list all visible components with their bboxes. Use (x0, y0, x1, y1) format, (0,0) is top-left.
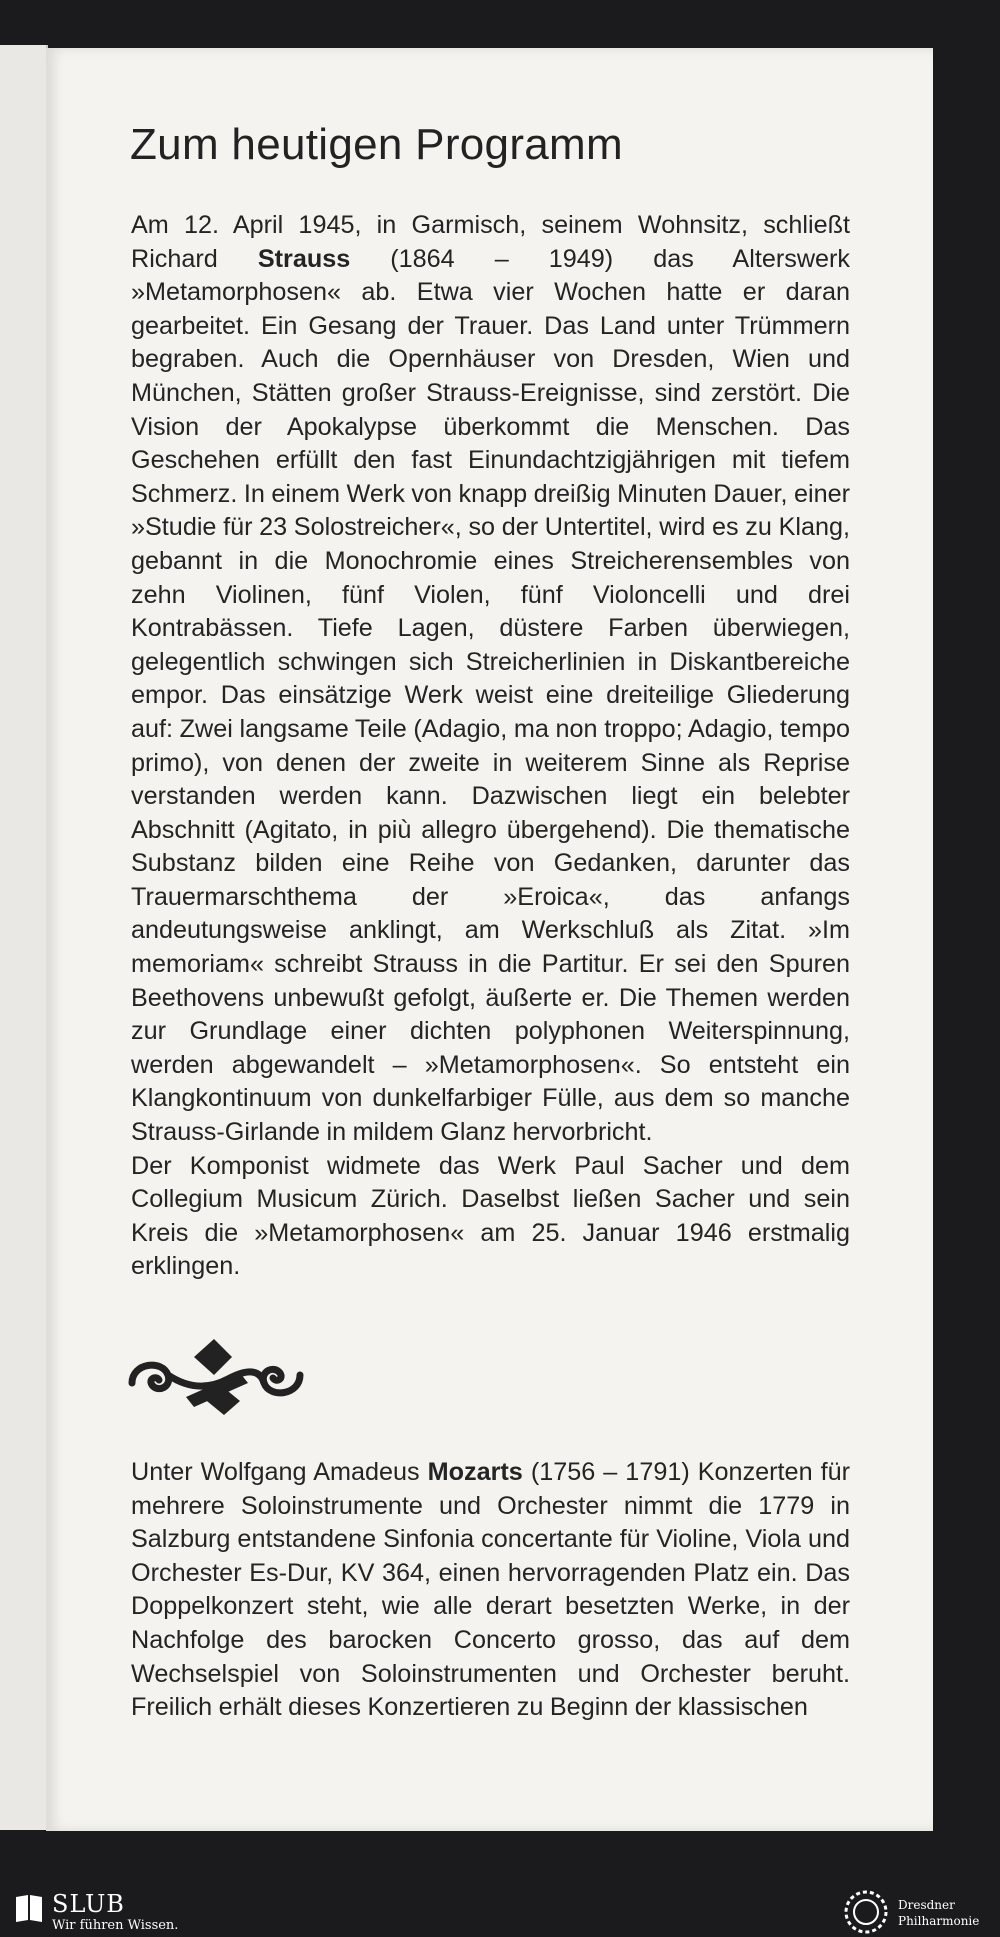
philharmonie-logo-icon (841, 1889, 891, 1935)
paragraph-dedication: Der Komponist widmete das Werk Paul Sacher und dem Collegium Musicum Zürich. Daselbst ließen Sacher und sein Kreis die »Metamorphosen« am 25. Januar 1946 erstmalig erklingen. (131, 1151, 850, 1281)
strauss-section (131, 209, 850, 1284)
strauss-text-run: Am 12. April 1945, in Garmisch, seinem Wohnsitz, schließt Richard (131, 211, 850, 273)
mozart-text-run: Unter Wolfgang Amadeus (131, 1458, 428, 1486)
mozart-composer-name: Mozarts (427, 1458, 523, 1486)
paragraph-strauss (131, 209, 850, 1150)
strauss-composer-name: Strauss (257, 244, 351, 273)
slub-name: SLUB (52, 1890, 125, 1918)
strauss-text-run: (1864 – 1949) das Alterswerk »Metamorphosen« ab. Etwa vier Wochen hatte er daran gearbeitet. Ein Gesang der Trauer. Das Land unter Trümmern begraben. Auch die Opernhäuser von Dresden, Wien und München, Stätten großer Strauss-Ereignisse, sind zerstört. Die Vision der Apokalypse überkommt die Menschen. Das Geschehen erfüllt den fast Einundachtzigjährigen mit tiefem Schmerz. In einem Werk von knapp dreißig Minuten Dauer, einer »Studie für 23 Solostreicher«, so der Untertitel, wird es zu Klang, gebannt in die Monochromie eines Streicherensembles von zehn Violinen, fünf Violen, fünf Violoncelli und drei Kontrabässen. Tiefe Lagen, düstere Farben überwiegen, gelegentlich schwingen sich Streicherlinien in Diskantbereiche empor. Das einsätzige Werk weist eine dreiteilige Gliederung auf: Zwei langsame Teile (Adagio, ma non troppo; Adagio, tempo primo), von denen der zweite in weiterem Sinne als Reprise verstanden werden kann. Dazwischen liegt ein belebter Abschnitt (Agitato, in più allegro übergehend). Die thematische Substanz bilden eine Reihe von Gedanken, darunter das Trauermarschthema der »Eroica«, das anfangs andeutungsweise anklingt, am Werkschluß als Zitat. »Im memoriam« schreibt Strauss in die Partitur. Er sei den Spuren Beethovens unbewußt gefolgt, äußerte er. Die Themen werden zur Grundlage einer dichten polyphonen Weiterspinnung, werden abgewandelt – »Metamorphosen«. So entsteht ein Klangkontinuum von dunkelfarbiger Fülle, aus dem so manche Strauss-Girlande in mildem Glanz hervorbricht. (131, 244, 850, 1147)
partner-name-line2: Philharmonie (898, 1914, 980, 1928)
slub-logo-icon (14, 1893, 44, 1923)
partner-name-line1: Dresdner (898, 1898, 955, 1912)
mozart-text-run: (1756 – 1791) Konzerten für mehrere Soloinstrumente und Orchester nimmt die 1779 in Salzburg entstandene Sinfonia concertante für Violine, Viola und Orchester Es-Dur, KV 364, einen hervorragenden Platz ein. Das Doppelkonzert steht, wie alle derart besetzten Werke, in der Nachfolge des barocken Concerto grosso, das auf dem Wechselspiel von Soloinstrumenten und Orchester beruht. Freilich erhält dieses Konzertieren zu Beginn der klassischen (131, 1458, 850, 1722)
page-title: Zum heutigen Programm (130, 120, 623, 169)
scroll-ornament-icon (128, 1335, 304, 1423)
mozart-section (131, 1456, 850, 1725)
paragraph-mozart (131, 1456, 850, 1725)
facing-page-edge (0, 45, 48, 1830)
slub-tagline: Wir führen Wissen. (52, 1918, 179, 1933)
